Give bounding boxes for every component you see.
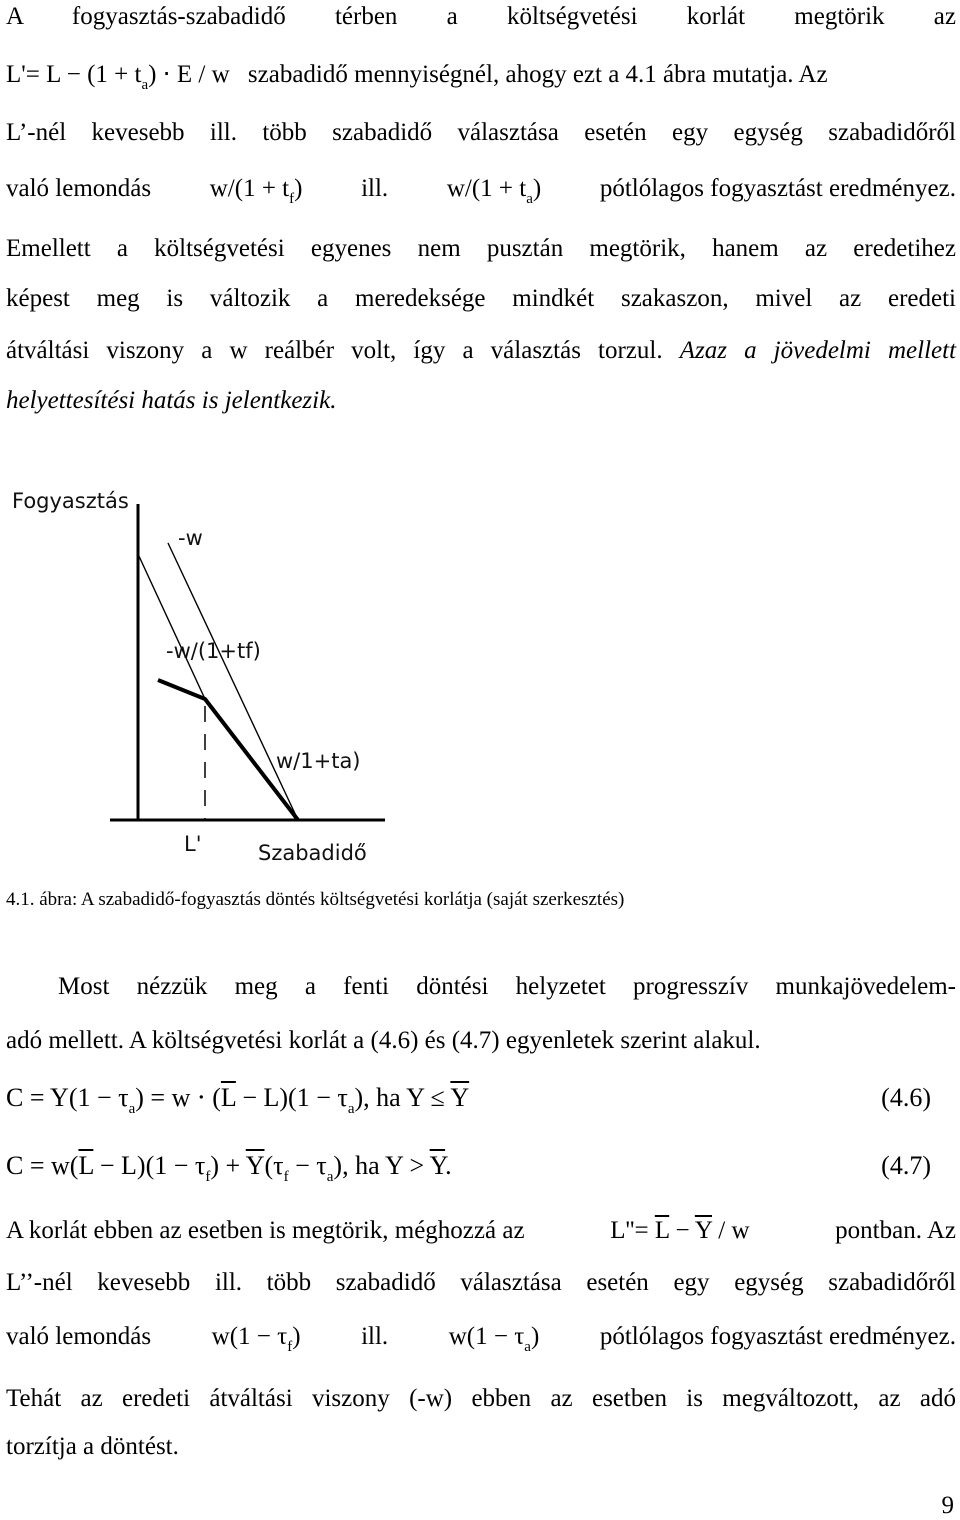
p1-line2 — [6, 60, 956, 93]
p1-line8: helyettesítési hatás is jelentkezik. — [6, 387, 337, 414]
p2-line2: adó mellett. A költségvetési korlát a (4.6) és (4.7) egyenletek szerint alakul. — [6, 1027, 761, 1054]
figure-caption: 4.1. ábra: A szabadidő-fogyasztás döntés költségvetési korlátja (saját szerkesztés) — [6, 889, 625, 910]
slope-label-w: -w — [178, 526, 203, 550]
p1-formula-lprime: $L'= L - (1 + t_a) \cdot E / w$ — [6, 61, 230, 93]
p3-formula-lpp: $L''= \overline{L} - \overline{Y} / w$ — [610, 1217, 750, 1244]
budget-segment-upper — [138, 554, 205, 699]
p1-line4: való lemondás $w/(1 + t_f)$ ill. $w/(1 + t_a)$ pótlólagos fogyasztást eredményez. — [6, 175, 956, 207]
page-number: 9 — [941, 1492, 954, 1519]
equation-4-7: $C = w(\overline{L} - L)(1 - \tau_f) + \overline{Y}(\tau_f - \tau_a)$, ha $Y > \overline{Y}$. (4.7) — [6, 1151, 931, 1185]
p1-formula-wta: $w/(1 + t_a)$ — [446, 175, 542, 207]
p1-line6: képest meg is változik a meredeksége mindkét szakaszon, mivel az eredeti — [6, 285, 956, 312]
p1-line5: Emellett a költségvetési egyenes nem pusztán megtörik, hanem az eredetihez — [6, 235, 956, 262]
p1-formula-wtf: $w/(1 + t_f)$ — [209, 175, 303, 207]
p1-line1: A fogyasztás-szabadidő térben a költségvetési korlát megtörik az — [6, 3, 956, 30]
equation-4-6-number: (4.6) — [881, 1083, 931, 1112]
p3-line2: L’’-nél kevesebb ill. több szabadidő választása esetén egy egység szabadidőről — [6, 1269, 956, 1296]
p3-line1: A korlát ebben az esetben is megtörik, méghozzá az $L''= \overline{L} - \overline{Y} / w$ pontban. Az — [6, 1217, 956, 1244]
p1-line7: átváltási viszony a w reálbér volt, így a választás torzul. Azaz a jövedelmi mellett — [6, 337, 957, 364]
budget-constraint-figure — [0, 470, 420, 875]
slope-label-ta: w/1+ta) — [276, 749, 361, 773]
p1-line2-text: szabadidő mennyiségnél, ahogy ezt a 4.1 ábra mutatja. Az — [247, 61, 828, 88]
p3-formula-wta: $w(1 - \tau_a)$ — [448, 1323, 540, 1355]
p2-line1: Most nézzük meg a fenti döntési helyzetet progresszív munkajövedelem- — [58, 973, 956, 1000]
original-budget-line — [168, 543, 298, 820]
p3-formula-wtf: $w(1 - \tau_f)$ — [211, 1323, 301, 1355]
x-axis-label: Szabadidő — [258, 841, 367, 865]
p3-line4: Tehát az eredeti átváltási viszony (-w) ebben az esetben is megváltozott, az adó — [6, 1385, 956, 1412]
p3-line5: torzítja a döntést. — [6, 1433, 179, 1460]
y-axis-label: Fogyasztás — [12, 489, 129, 513]
equation-4-6: $C = Y(1 - \tau_a) = w \cdot (\overline{L} - L)(1 - \tau_a)$, ha $Y \le \overline{Y}$ (4.6) — [6, 1083, 931, 1117]
equation-4-7-number: (4.7) — [881, 1151, 931, 1180]
slope-label-tf: -w/(1+tf) — [166, 639, 261, 663]
p3-line3: való lemondás $w(1 - \tau_f)$ ill. $w(1 - \tau_a)$ pótlólagos fogyasztást eredményez. — [6, 1323, 956, 1355]
kink-label: L' — [184, 832, 202, 856]
p1-line3: L’-nél kevesebb ill. több szabadidő választása esetén egy egység szabadidőről — [6, 119, 956, 146]
